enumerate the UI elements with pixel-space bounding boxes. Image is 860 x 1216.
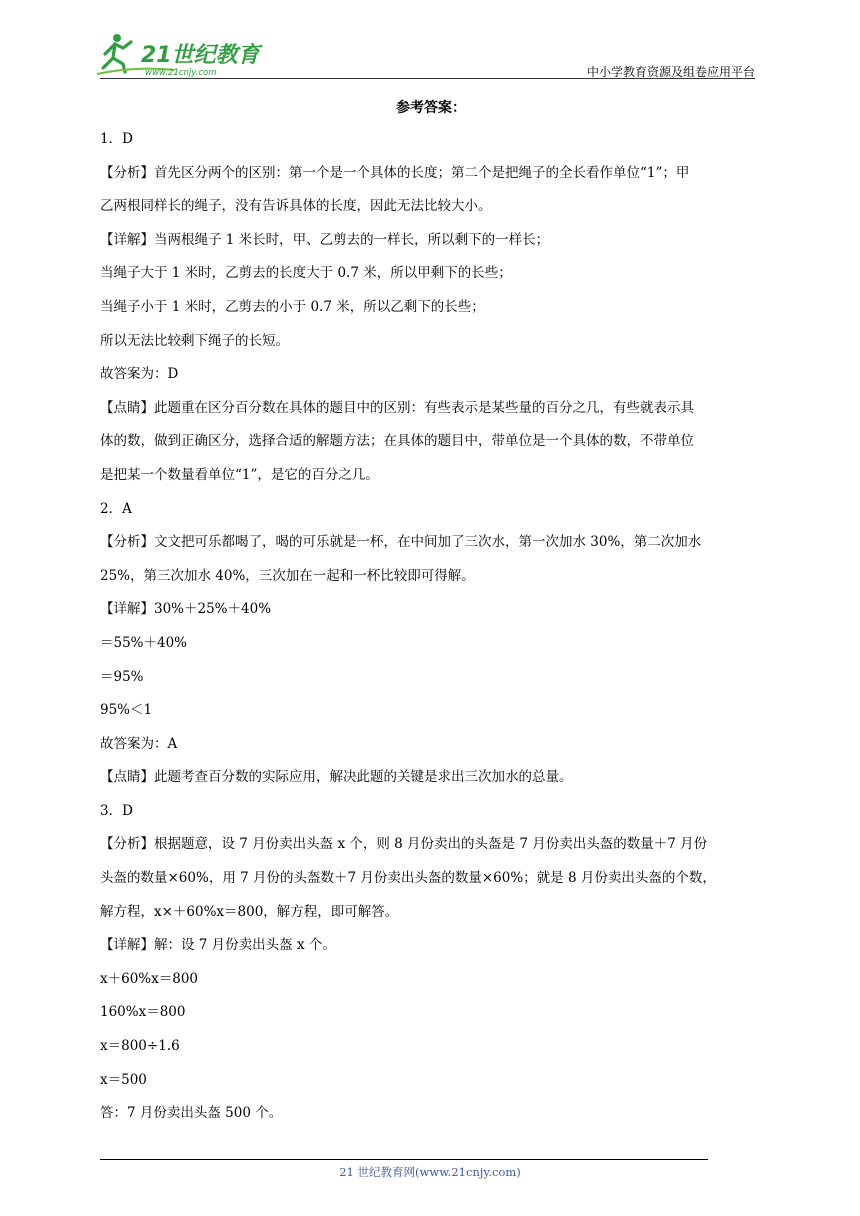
footer-divider (100, 1159, 708, 1160)
header-divider (100, 78, 755, 79)
text-line: 当绳子小于 1 米时，乙剪去的小于 0.7 米，所以乙剩下的长些； (100, 298, 485, 315)
text-line: 乙两根同样长的绳子，没有告诉具体的长度，因此无法比较大小。 (100, 198, 492, 215)
logo-text: 21世纪教育 (141, 43, 260, 68)
text-line: 【详解】解：设 7 月份卖出头盔 x 个。 (100, 937, 336, 954)
text-line: 【分析】根据题意，设 7 月份卖出头盔 x 个，则 8 月份卖出的头盔是 7 月份卖出头盔的数量＋7 月份 (100, 836, 708, 853)
text-line: 体的数，做到正确区分，选择合适的解题方法；在具体的题目中，带单位是一个具体的数，不带单位 (100, 433, 694, 450)
logo-subtext: www.21cnjy.com (145, 68, 217, 78)
text-line: 2．A (100, 500, 132, 517)
text-line: 头盔的数量×60%，用 7 月份的头盔数＋7 月份卖出头盔的数量×60%；就是 8 月份卖出头盔的个数， (100, 870, 716, 887)
text-line: 3．D (100, 802, 133, 819)
text-line: 95%＜1 (100, 702, 153, 719)
text-line: x＋60%x＝800 (100, 970, 199, 987)
text-line: 【点睛】此题重在区分百分数在具体的题目中的区别：有些表示是某些量的百分之几，有些就表示具 (100, 399, 694, 416)
text-line: 故答案为：D (100, 366, 179, 383)
logo (95, 30, 270, 78)
text-line: 25%，第三次加水 40%，三次加在一起和一杯比较即可得解。 (100, 567, 475, 584)
text-line: 答：7 月份卖出头盔 500 个。 (100, 1105, 283, 1122)
text-line: x＝500 (100, 1071, 147, 1088)
text-line: 【详解】30%＋25%＋40% (100, 601, 272, 618)
text-line: 故答案为：A (100, 735, 178, 752)
platform-name: 中小学教育资源及组卷应用平台 (586, 65, 755, 79)
text-line: 【点睛】此题考查百分数的实际应用，解决此题的关键是求出三次加水的总量。 (100, 769, 573, 786)
text-line: 是把某一个数量看单位“1”，是它的百分之几。 (100, 466, 379, 483)
answer-content (100, 97, 762, 1131)
text-line: 【分析】首先区分两个的区别：第一个是一个具体的长度；第二个是把绳子的全长看作单位“1”；甲 (100, 164, 690, 181)
page-header (95, 30, 755, 80)
page-title: 参考答案： (396, 100, 466, 116)
text-line: 【详解】当两根绳子 1 米长时，甲、乙剪去的一样长，所以剩下的一样长； (100, 231, 550, 248)
text-line: ＝95% (100, 668, 144, 685)
text-line: 160%x＝800 (100, 1004, 186, 1021)
text-line: 当绳子大于 1 米时，乙剪去的长度大于 0.7 米，所以甲剩下的长些； (100, 265, 512, 282)
answer-lines (100, 123, 762, 1131)
text-line: ＝55%＋40% (100, 634, 188, 651)
page-footer: 21 世纪教育网(www.21cnjy.com) (339, 1165, 521, 1179)
text-line: 1．D (100, 131, 133, 147)
text-line: 解方程，x×＋60%x＝800，解方程，即可解答。 (100, 903, 399, 920)
text-line: 【分析】文文把可乐都喝了，喝的可乐就是一杯，在中间加了三次水，第一次加水 30%，第二次加水 (100, 534, 702, 551)
text-line: 所以无法比较剩下绳子的长短。 (100, 332, 289, 349)
text-line: x＝800÷1.6 (100, 1038, 180, 1055)
